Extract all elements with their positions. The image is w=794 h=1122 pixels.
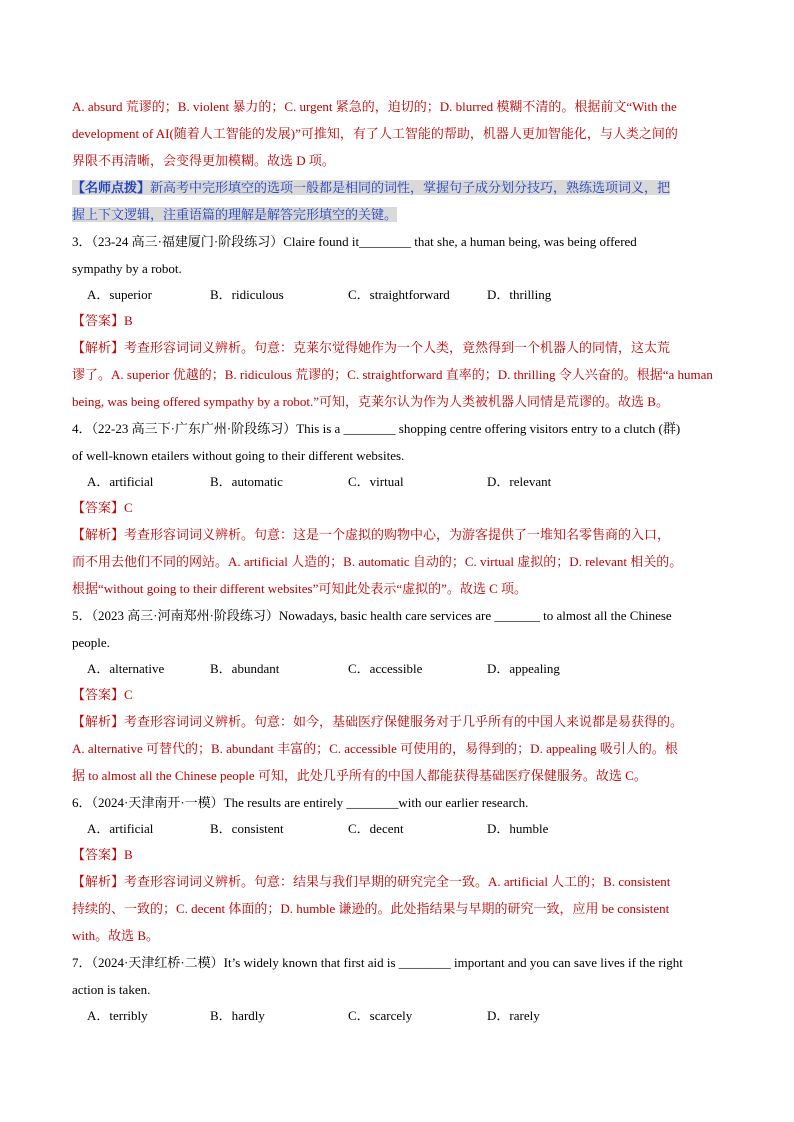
option-a: A．artificial <box>87 821 154 836</box>
option-d: D．rarely <box>487 1008 540 1023</box>
options-row <box>72 1003 732 1028</box>
question-stem: people. <box>72 635 110 650</box>
text-line: 新高考中完形填空的选项一般都是相同的词性，掌握句子成分划分技巧，熟练选项词义，把 <box>150 180 671 195</box>
option-b: B．ridiculous <box>210 287 284 302</box>
text-line: development of AI(随着人工智能的发展)”可推知，有了人工智能的帮助，机器人更加智能化，与人类之间的 <box>72 126 678 141</box>
options-row <box>72 816 732 841</box>
text-line: 持续的、一致的；C. decent 体面的；D. humble 谦逊的。此处指结果与早期的研究一致，应用 be consistent <box>72 901 670 916</box>
option-c: C．straightforward <box>348 287 450 302</box>
text-line: 谬了。A. superior 优越的；B. ridiculous 荒谬的；C. straightforward 直率的；D. thrilling 令人兴奋的。根据“a human <box>72 367 713 382</box>
answer-label: 【答案】B <box>72 313 133 328</box>
option-d: D．relevant <box>487 474 552 489</box>
option-c: C．decent <box>348 821 404 836</box>
text-line: being, was being offered sympathy by a robot.”可知，克莱尔认为作为人类被机器人同情是荒谬的。故选 B。 <box>72 394 669 409</box>
options-row <box>72 469 732 494</box>
option-a: A．artificial <box>87 474 154 489</box>
question-stem: 3．（23-24 高三·福建厦门·阶段练习）Claire found it________ that she, a human being, was being offered <box>72 234 637 249</box>
text-line: 考查形容词词义辨析。句意：如今，基础医疗保健服务对于几乎所有的中国人来说都是易获得的。 <box>124 714 684 729</box>
option-d: D．humble <box>487 821 549 836</box>
option-d: D．appealing <box>487 661 560 676</box>
analysis <box>72 708 732 789</box>
question-4 <box>72 415 732 602</box>
option-b: B．hardly <box>210 1008 265 1023</box>
question-7 <box>72 949 732 1028</box>
text-line: A. alternative 可替代的；B. abundant 丰富的；C. accessible 可使用的，易得到的；D. appealing 吸引人的。根 <box>72 741 678 756</box>
tip-tag: 【名师点拨】 <box>72 180 151 195</box>
option-d: D．thrilling <box>487 287 552 302</box>
text-line: with。故选 B。 <box>72 928 160 943</box>
text-line: A. absurd 荒谬的；B. violent 暴力的；C. urgent 紧急的，迫切的；D. blurred 模糊不清的。根据前文“With the <box>72 99 677 114</box>
previous-analysis <box>72 93 732 174</box>
option-a: A．superior <box>87 287 152 302</box>
option-b: B．abundant <box>210 661 280 676</box>
question-stem: 5．（2023 高三·河南郑州·阶段练习）Nowadays, basic health care services are _______ to almost all the Chinese <box>72 608 672 623</box>
answer-label: 【答案】B <box>72 847 133 862</box>
options-row <box>72 282 732 307</box>
text-line: 考查形容词词义辨析。句意：这是一个虚拟的购物中心，为游客提供了一堆知名零售商的入口， <box>124 527 671 542</box>
option-b: B．consistent <box>210 821 284 836</box>
question-6 <box>72 789 732 949</box>
teacher-tip <box>72 174 732 228</box>
option-c: C．scarcely <box>348 1008 413 1023</box>
text-line: 考查形容词词义辨析。句意：克莱尔觉得她作为一个人类，竟然得到一个机器人的同情，这太荒 <box>124 340 671 355</box>
analysis-tag: 【解析】 <box>72 340 125 355</box>
analysis-tag: 【解析】 <box>72 527 125 542</box>
question-3 <box>72 228 732 415</box>
text-line: 根据“without going to their different websites”可知此处表示“虚拟的”。故选 C 项。 <box>72 581 528 596</box>
analysis <box>72 868 732 949</box>
question-stem: 4．（22-23 高三下·广东广州·阶段练习）This is a ________ shopping centre offering visitors entry to a clutch (群) <box>72 421 681 436</box>
text-line: 界限不再清晰，会变得更加模糊。故选 D 项。 <box>72 153 335 168</box>
text-line: 据 to almost all the Chinese people 可知，此处几乎所有的中国人都能获得基础医疗保健服务。故选 C。 <box>72 768 647 783</box>
text-line: 考查形容词词义辨析。句意：结果与我们早期的研究完全一致。A. artificial 人工的；B. consistent <box>124 874 671 889</box>
answer-label: 【答案】C <box>72 687 133 702</box>
text-line: 握上下文逻辑，注重语篇的理解是解答完形填空的关键。 <box>72 207 398 222</box>
question-5 <box>72 602 732 789</box>
answer-label: 【答案】C <box>72 500 133 515</box>
analysis-tag: 【解析】 <box>72 874 125 889</box>
question-stem: 7．（2024·天津红桥·二模）It’s widely known that first aid is ________ important and you can save lives if the right <box>72 955 683 970</box>
analysis <box>72 521 732 602</box>
option-a: A．terribly <box>87 1008 148 1023</box>
option-c: C．virtual <box>348 474 404 489</box>
text-line: 而不用去他们不同的网站。A. artificial 人造的；B. automatic 自动的；C. virtual 虚拟的；D. relevant 相关的。 <box>72 554 683 569</box>
question-stem: 6．（2024·天津南开·一模）The results are entirely ________with our earlier research. <box>72 795 529 810</box>
options-row <box>72 656 732 681</box>
option-c: C．accessible <box>348 661 423 676</box>
question-stem: of well-known etailers without going to their different websites. <box>72 448 405 463</box>
question-stem: action is taken. <box>72 982 151 997</box>
document-page <box>72 93 732 1028</box>
analysis-tag: 【解析】 <box>72 714 125 729</box>
option-b: B．automatic <box>210 474 283 489</box>
question-stem: sympathy by a robot. <box>72 261 182 276</box>
option-a: A．alternative <box>87 661 165 676</box>
analysis <box>72 334 732 415</box>
